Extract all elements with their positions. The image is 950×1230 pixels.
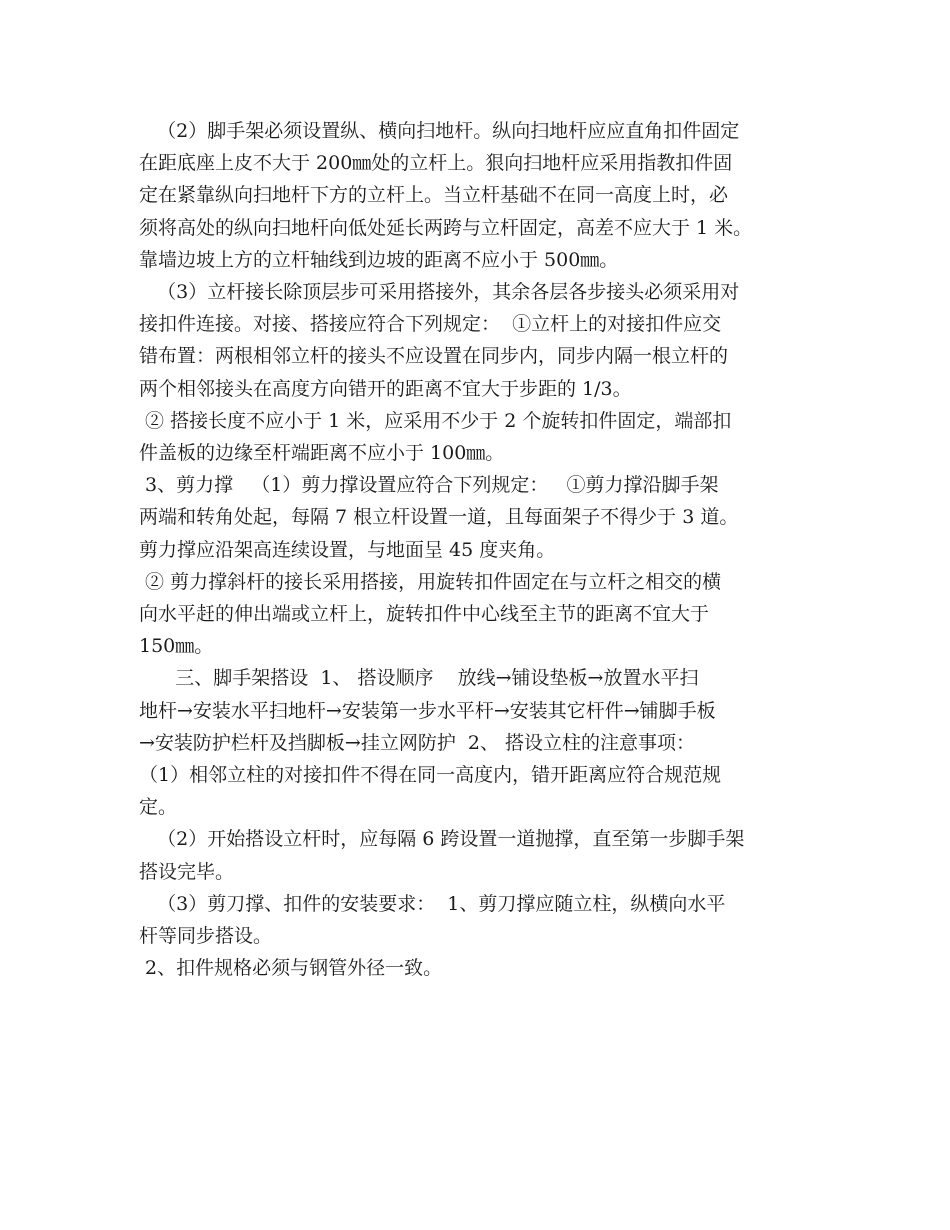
text-line: 须将高处的纵向扫地杆向低处延长两跨与立杆固定，高差不应大于 1 米。 [139, 216, 753, 239]
text-line: 剪力撑应沿架高连续设置，与地面呈 45 度夹角。 [139, 538, 556, 561]
text-line: 2、扣件规格必须与钢管外径一致。 [139, 957, 443, 980]
text-line: 在距底座上皮不大于 200㎜处的立杆上。狠向扫地杆应采用指教扣件固 [139, 152, 733, 175]
text-line: 向水平赶的伸出端或立杆上，旋转扣件中心线至主节的距离不宜大于 [139, 603, 710, 626]
text-line: （3）剪刀撑、扣件的安装要求： 1、剪刀撑应随立柱，纵横向水平 [139, 892, 726, 915]
text-line: （2）脚手架必须设置纵、横向扫地杆。纵向扫地杆应应直角扣件固定 [139, 120, 740, 142]
text-line: 地杆→安装水平扫地杆→安装第一步水平杆→安装其它杆件→铺脚手板 [139, 699, 716, 722]
text-line: 定。 [139, 796, 178, 819]
text-line: ② 剪力撑斜杆的接长采用搭接，用旋转扣件固定在与立杆之相交的横 [139, 570, 722, 593]
text-line: 定在紧靠纵向扫地杆下方的立杆上。当立杆基础不在同一高度上时，必 [139, 184, 729, 207]
text-line: 3、剪力撑 （1）剪力撑设置应符合下列规定： ①剪力撑沿脚手架 [139, 474, 719, 497]
text-line: 两个相邻接头在高度方向错开的距离不宜大于步距的 1/3。 [139, 377, 632, 400]
text-line: 靠墙边坡上方的立杆轴线到边坡的距离不应小于 500㎜。 [139, 248, 619, 271]
text-line: （2）开始搭设立杆时，应每隔 6 跨设置一道抛撑，直至第一步脚手架 [139, 828, 745, 851]
text-line: （1）相邻立柱的对接扣件不得在同一高度内，错开距离应符合规范规 [139, 764, 722, 787]
text-line: 杆等同步搭设。 [139, 925, 273, 948]
text-line: （3）立杆接长除顶层步可采用搭接外，其余各层各步接头必须采用对 [139, 281, 740, 304]
text-line: 件盖板的边缘至杆端距离不应小于 100㎜。 [139, 442, 505, 465]
document-body [139, 115, 829, 984]
text-line: 接扣件连接。对接、搭接应符合下列规定： ①立杆上的对接扣件应交 [139, 313, 722, 336]
text-line: 两端和转角处起，每隔 7 根立杆设置一道，且每面架子不得少于 3 道。 [139, 506, 739, 529]
text-line: →安装防护栏杆及挡脚板→挂立网防护 2、 搭设立柱的注意事项： [139, 731, 696, 754]
text-line: 搭设完毕。 [139, 860, 235, 883]
text-line: ② 搭接长度不应小于 1 米，应采用不少于 2 个旋转扣件固定，端部扣 [139, 409, 732, 432]
text-line: 150㎜。 [139, 635, 214, 658]
text-line: 错布置：两根相邻立杆的接头不应设置在同步内，同步内隔一根立杆的 [139, 345, 729, 368]
text-line: 三、脚手架搭设 1、 搭设顺序 放线→铺设垫板→放置水平扫 [139, 667, 699, 690]
